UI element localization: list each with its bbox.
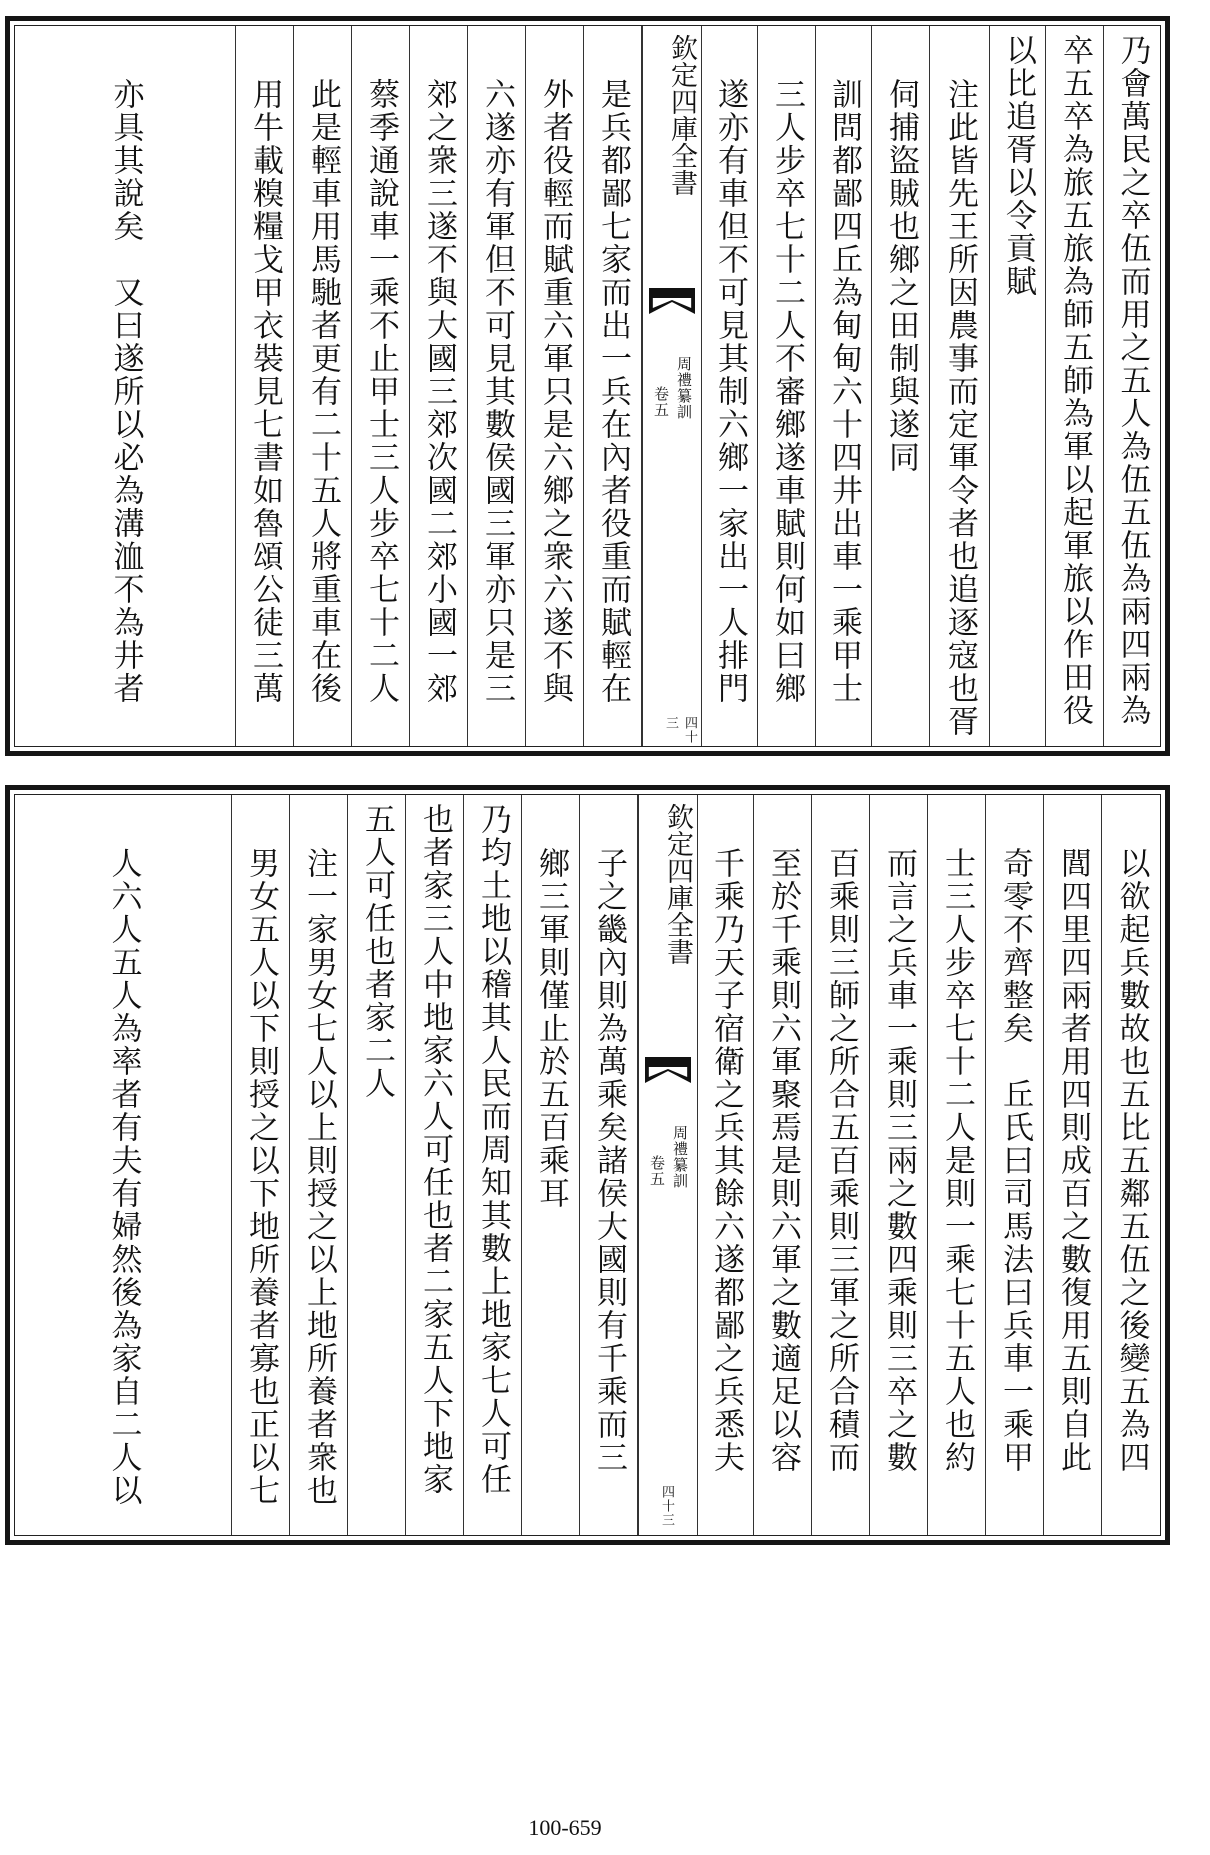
column-text: 至於千乘則六軍聚焉是則六軍之數適足以容 <box>765 847 801 1474</box>
text-column <box>812 795 870 1535</box>
text-column <box>986 795 1044 1535</box>
text-column <box>232 795 290 1535</box>
column-text: 也者家三人中地家六人可任也者二家五人下地家 <box>417 803 453 1496</box>
text-column <box>698 795 754 1535</box>
text-column <box>1046 26 1104 746</box>
column-text: 用牛載糗糧戈甲衣裝見七書如魯頌公徒三萬 <box>247 78 283 705</box>
column-text: 百乘則三師之所合五百乘則三軍之所合積而 <box>823 847 859 1474</box>
book-title: 周禮纂訓 <box>675 356 693 420</box>
text-column <box>15 26 236 746</box>
column-text: 奇零不齊整矣 丘氏曰司馬法曰兵車一乘甲 <box>997 847 1033 1474</box>
text-column <box>870 795 928 1535</box>
column-text: 卒五卒為旅五旅為師五師為軍以起軍旅以作田役 <box>1057 34 1093 727</box>
book-title: 周禮纂訓 <box>671 1125 689 1189</box>
text-column <box>468 26 526 746</box>
juan-label: 卷五 <box>652 386 670 418</box>
column-text: 閭四里四兩者用四則成百之數復用五則自此 <box>1055 847 1091 1474</box>
text-column <box>584 26 642 746</box>
text-column <box>1044 795 1102 1535</box>
center-fold-column <box>642 26 702 746</box>
text-column <box>754 795 812 1535</box>
column-text: 訓問都鄙四丘為甸甸六十四井出車一乘甲士 <box>826 78 862 705</box>
text-column <box>816 26 872 746</box>
column-text: 蔡季通說車一乘不止甲士三人步卒七十二人 <box>363 78 399 705</box>
series-title: 欽定四庫全書 <box>666 34 697 196</box>
column-text: 五人可任也者家二人 <box>359 803 395 1100</box>
column-text: 三人步卒七十二人不審鄉遂車賦則何如曰鄉 <box>769 78 805 705</box>
column-text: 士三人步卒七十二人是則一乘七十五人也約 <box>939 847 975 1474</box>
column-text: 伺捕盜賊也鄉之田制與遂同 <box>883 78 919 474</box>
text-column <box>236 26 294 746</box>
text-column <box>294 26 352 746</box>
text-column <box>872 26 930 746</box>
column-text: 乃均土地以稽其人民而周知其數上地家七人可任 <box>475 803 511 1496</box>
column-text: 人六人五人為率者有夫有婦然後為家自二人以 <box>105 847 142 1507</box>
text-column <box>15 795 232 1535</box>
column-text: 外者役輕而賦重六軍只是六鄉之衆六遂不與 <box>537 78 573 705</box>
text-column <box>1102 795 1160 1535</box>
fishtail-mark-icon <box>645 1057 691 1085</box>
column-text: 乃會萬民之卒伍而用之五人為伍五伍為兩四兩為 <box>1114 34 1151 727</box>
text-column <box>352 26 410 746</box>
upper-text-frame <box>14 25 1161 747</box>
column-text: 以比追胥以令貢賦 <box>1000 34 1036 298</box>
column-text: 遂亦有車但不可見其制六鄉一家出一人排門 <box>712 78 748 705</box>
text-column <box>348 795 406 1535</box>
page-number: 100-659 <box>528 1815 602 1840</box>
column-text: 注一家男女七人以上則授之以上地所養者衆也 <box>301 847 337 1507</box>
lower-text-frame <box>14 794 1161 1536</box>
column-text: 以欲起兵數故也五比五鄰五伍之後變五為四 <box>1113 847 1150 1474</box>
text-column <box>1104 26 1160 746</box>
text-column <box>758 26 816 746</box>
text-column <box>702 26 758 746</box>
text-column <box>930 26 990 746</box>
column-text: 而言之兵車一乘則三兩之數四乘則三卒之數 <box>881 847 917 1474</box>
fishtail-mark-icon <box>649 288 695 316</box>
lower-page-panel <box>5 785 1170 1545</box>
text-column <box>410 26 468 746</box>
leaf-number: 四十三 <box>663 716 697 744</box>
column-text: 千乘乃天子宿衛之兵其餘六遂都鄙之兵悉夫 <box>708 847 744 1474</box>
column-text: 子之畿內則為萬乘矣諸侯大國則有千乘而三 <box>591 847 627 1474</box>
series-title: 欽定四庫全書 <box>662 803 693 965</box>
column-text: 是兵都鄙七家而出一兵在內者役重而賦輕在 <box>595 78 631 705</box>
upper-page-panel <box>5 16 1170 756</box>
column-text: 注此皆先王所因農事而定軍令者也追逐寇也胥 <box>942 78 978 738</box>
column-text: 亦具其說矣 又曰遂所以必為溝洫不為井者 <box>107 78 144 705</box>
text-column <box>522 795 580 1535</box>
text-column <box>580 795 638 1535</box>
text-column <box>406 795 464 1535</box>
text-column <box>990 26 1046 746</box>
column-text: 六遂亦有軍但不可見其數侯國三軍亦只是三 <box>479 78 515 705</box>
center-fold-column <box>638 795 698 1535</box>
column-text: 郊之衆三遂不與大國三郊次國二郊小國一郊 <box>421 78 457 705</box>
column-text: 此是輕車用馬馳者更有二十五人將重車在後 <box>305 78 341 705</box>
text-column <box>928 795 986 1535</box>
text-column <box>290 795 348 1535</box>
juan-label: 卷五 <box>648 1155 666 1187</box>
column-text: 男女五人以下則授之以下地所養者寡也正以七 <box>243 847 279 1507</box>
leaf-number: 四十三 <box>659 1485 674 1527</box>
text-column <box>464 795 522 1535</box>
column-text: 鄉三軍則僅止於五百乘耳 <box>533 847 569 1210</box>
text-column <box>526 26 584 746</box>
